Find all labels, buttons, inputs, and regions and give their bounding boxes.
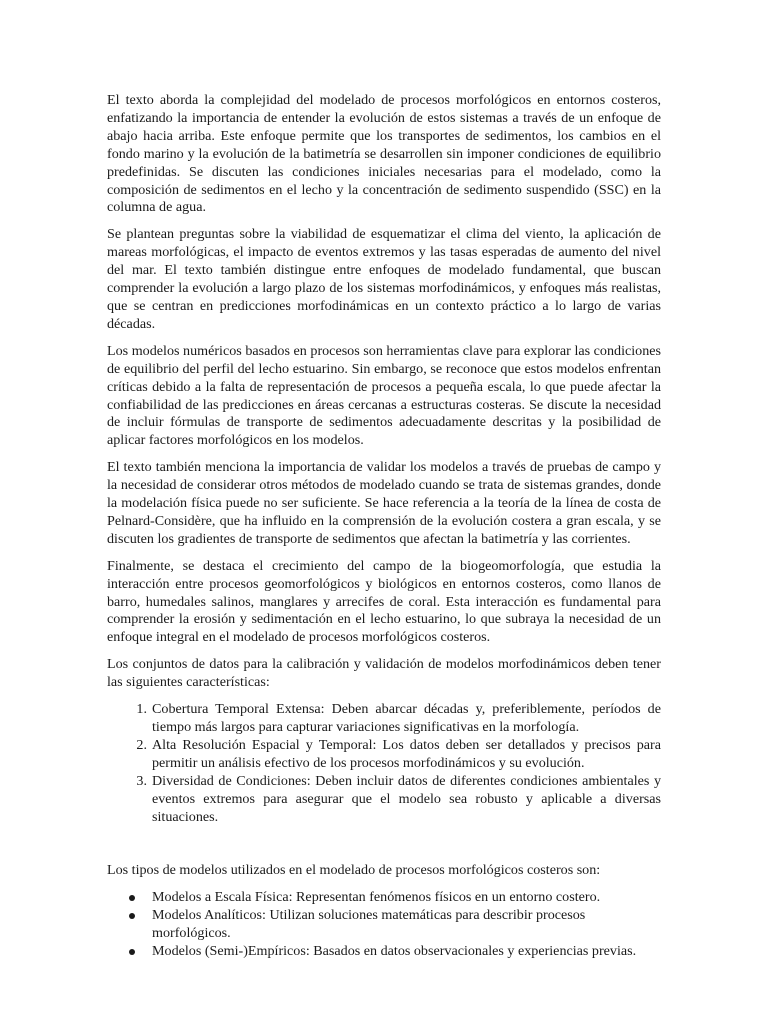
bullet-icon <box>129 949 135 955</box>
list-item <box>107 889 661 907</box>
bullet-icon <box>129 913 135 919</box>
paragraph-model-types-intro: Los tipos de modelos utilizados en el modelado de procesos morfológicos costeros son: <box>107 862 601 879</box>
model-types-list <box>107 889 661 961</box>
list-item-text: Diversidad de Condiciones: Deben incluir datos de diferentes condiciones ambientales y eventos extremos para asegurar que el modelo sea robusto y aplicable a diversas situaciones. <box>152 772 661 825</box>
paragraph-validation: El texto también menciona la importancia de validar los modelos a través de pruebas de campo y la necesidad de considerar otros métodos de modelado cuando se trata de sistemas grandes, donde la modelación física puede no ser suficiente. Se hace referencia a la teoría de la línea de costa de Pelnard-Considère, que ha influido en la comprensión de la evolución costera a gran escala, y se discuten los gradientes de transporte de sedimentos que afectan la batimetría y las corrientes. <box>107 459 661 547</box>
list-item-number: 1. <box>136 701 147 718</box>
paragraph-numerical-models: Los modelos numéricos basados en procesos son herramientas clave para explorar las condiciones de equilibrio del perfil del lecho estuarino. Sin embargo, se reconoce que estos modelos enfrentan críticas debido a la falta de representación de procesos a pequeña escala, lo que puede afectar la confiabilidad de las predicciones en áreas cercanas a estructuras costeras. Se discute la necesidad de incluir fórmulas de transporte de sedimentos adecuadamente descritas y la posibilidad de aplicar factores morfológicos en los modelos. <box>107 342 661 449</box>
list-item-number: 2. <box>136 736 147 753</box>
document-page <box>107 92 661 961</box>
paragraph-datasets-intro: Los conjuntos de datos para la calibración y validación de modelos morfodinámicos deben tener las siguientes características: <box>107 656 661 691</box>
list-item <box>107 701 661 737</box>
list-item-text: Modelos Analíticos: Utilizan soluciones matemáticas para describir procesos morfológicos. <box>152 907 586 942</box>
paragraph-intro: El texto aborda la complejidad del modelado de procesos morfológicos en entornos costeros, enfatizando la importancia de entender la evolución de estos sistemas a través de un enfoque de abajo hacia arriba. Este enfoque permite que los transportes de sedimentos, los cambios en el fondo marino y la evolución de la batimetría se desarrollen sin imponer condiciones de equilibrio predefinidas. Se discuten las condiciones iniciales necesarias para el modelado, como la composición de sedimentos en el lecho y la concentración de sedimento suspendido (SSC) en la columna de agua. <box>107 92 661 216</box>
list-item-text: Cobertura Temporal Extensa: Deben abarcar décadas y, preferiblemente, períodos de tiempo más largos para capturar variaciones significativas en la morfología. <box>152 701 661 735</box>
paragraph-questions: Se plantean preguntas sobre la viabilidad de esquematizar el clima del viento, la aplicación de mareas morfológicas, el impacto de eventos extremos y las tasas esperadas de aumento del nivel del mar. El texto también distingue entre enfoques de modelado fundamental, que buscan comprender la evolución a largo plazo de los sistemas morfodinámicos, y enfoques más realistas, que se centran en predicciones morfodinámicas en un contexto práctico a lo largo de varias décadas. <box>107 226 661 332</box>
bullet-icon <box>129 895 135 901</box>
list-item <box>107 907 661 943</box>
paragraph-biogeomorphology: Finalmente, se destaca el crecimiento del campo de la biogeomorfología, que estudia la interacción entre procesos geomorfológicos y biológicos en entornos costeros, como llanos de barro, humedales salinos, manglares y arrecifes de coral. Esta interacción es fundamental para comprender la erosión y sedimentación en el lecho estuarino, lo que subraya la necesidad de un enfoque integral en el modelado de procesos morfológicos costeros. <box>107 557 661 646</box>
list-item <box>107 773 661 827</box>
list-item-text: Modelos a Escala Física: Representan fenómenos físicos en un entorno costero. <box>152 889 601 906</box>
list-item <box>107 943 661 961</box>
blank-space <box>107 826 661 862</box>
list-item-text: Alta Resolución Espacial y Temporal: Los datos deben ser detallados y precisos para permitir un análisis efectivo de los procesos morfodinámicos y su evolución. <box>152 736 661 771</box>
list-item-text: Modelos (Semi-)Empíricos: Basados en datos observacionales y experiencias previas. <box>152 943 637 960</box>
list-item <box>107 737 661 773</box>
dataset-characteristics-list <box>107 701 661 826</box>
list-item-number: 3. <box>136 772 147 789</box>
